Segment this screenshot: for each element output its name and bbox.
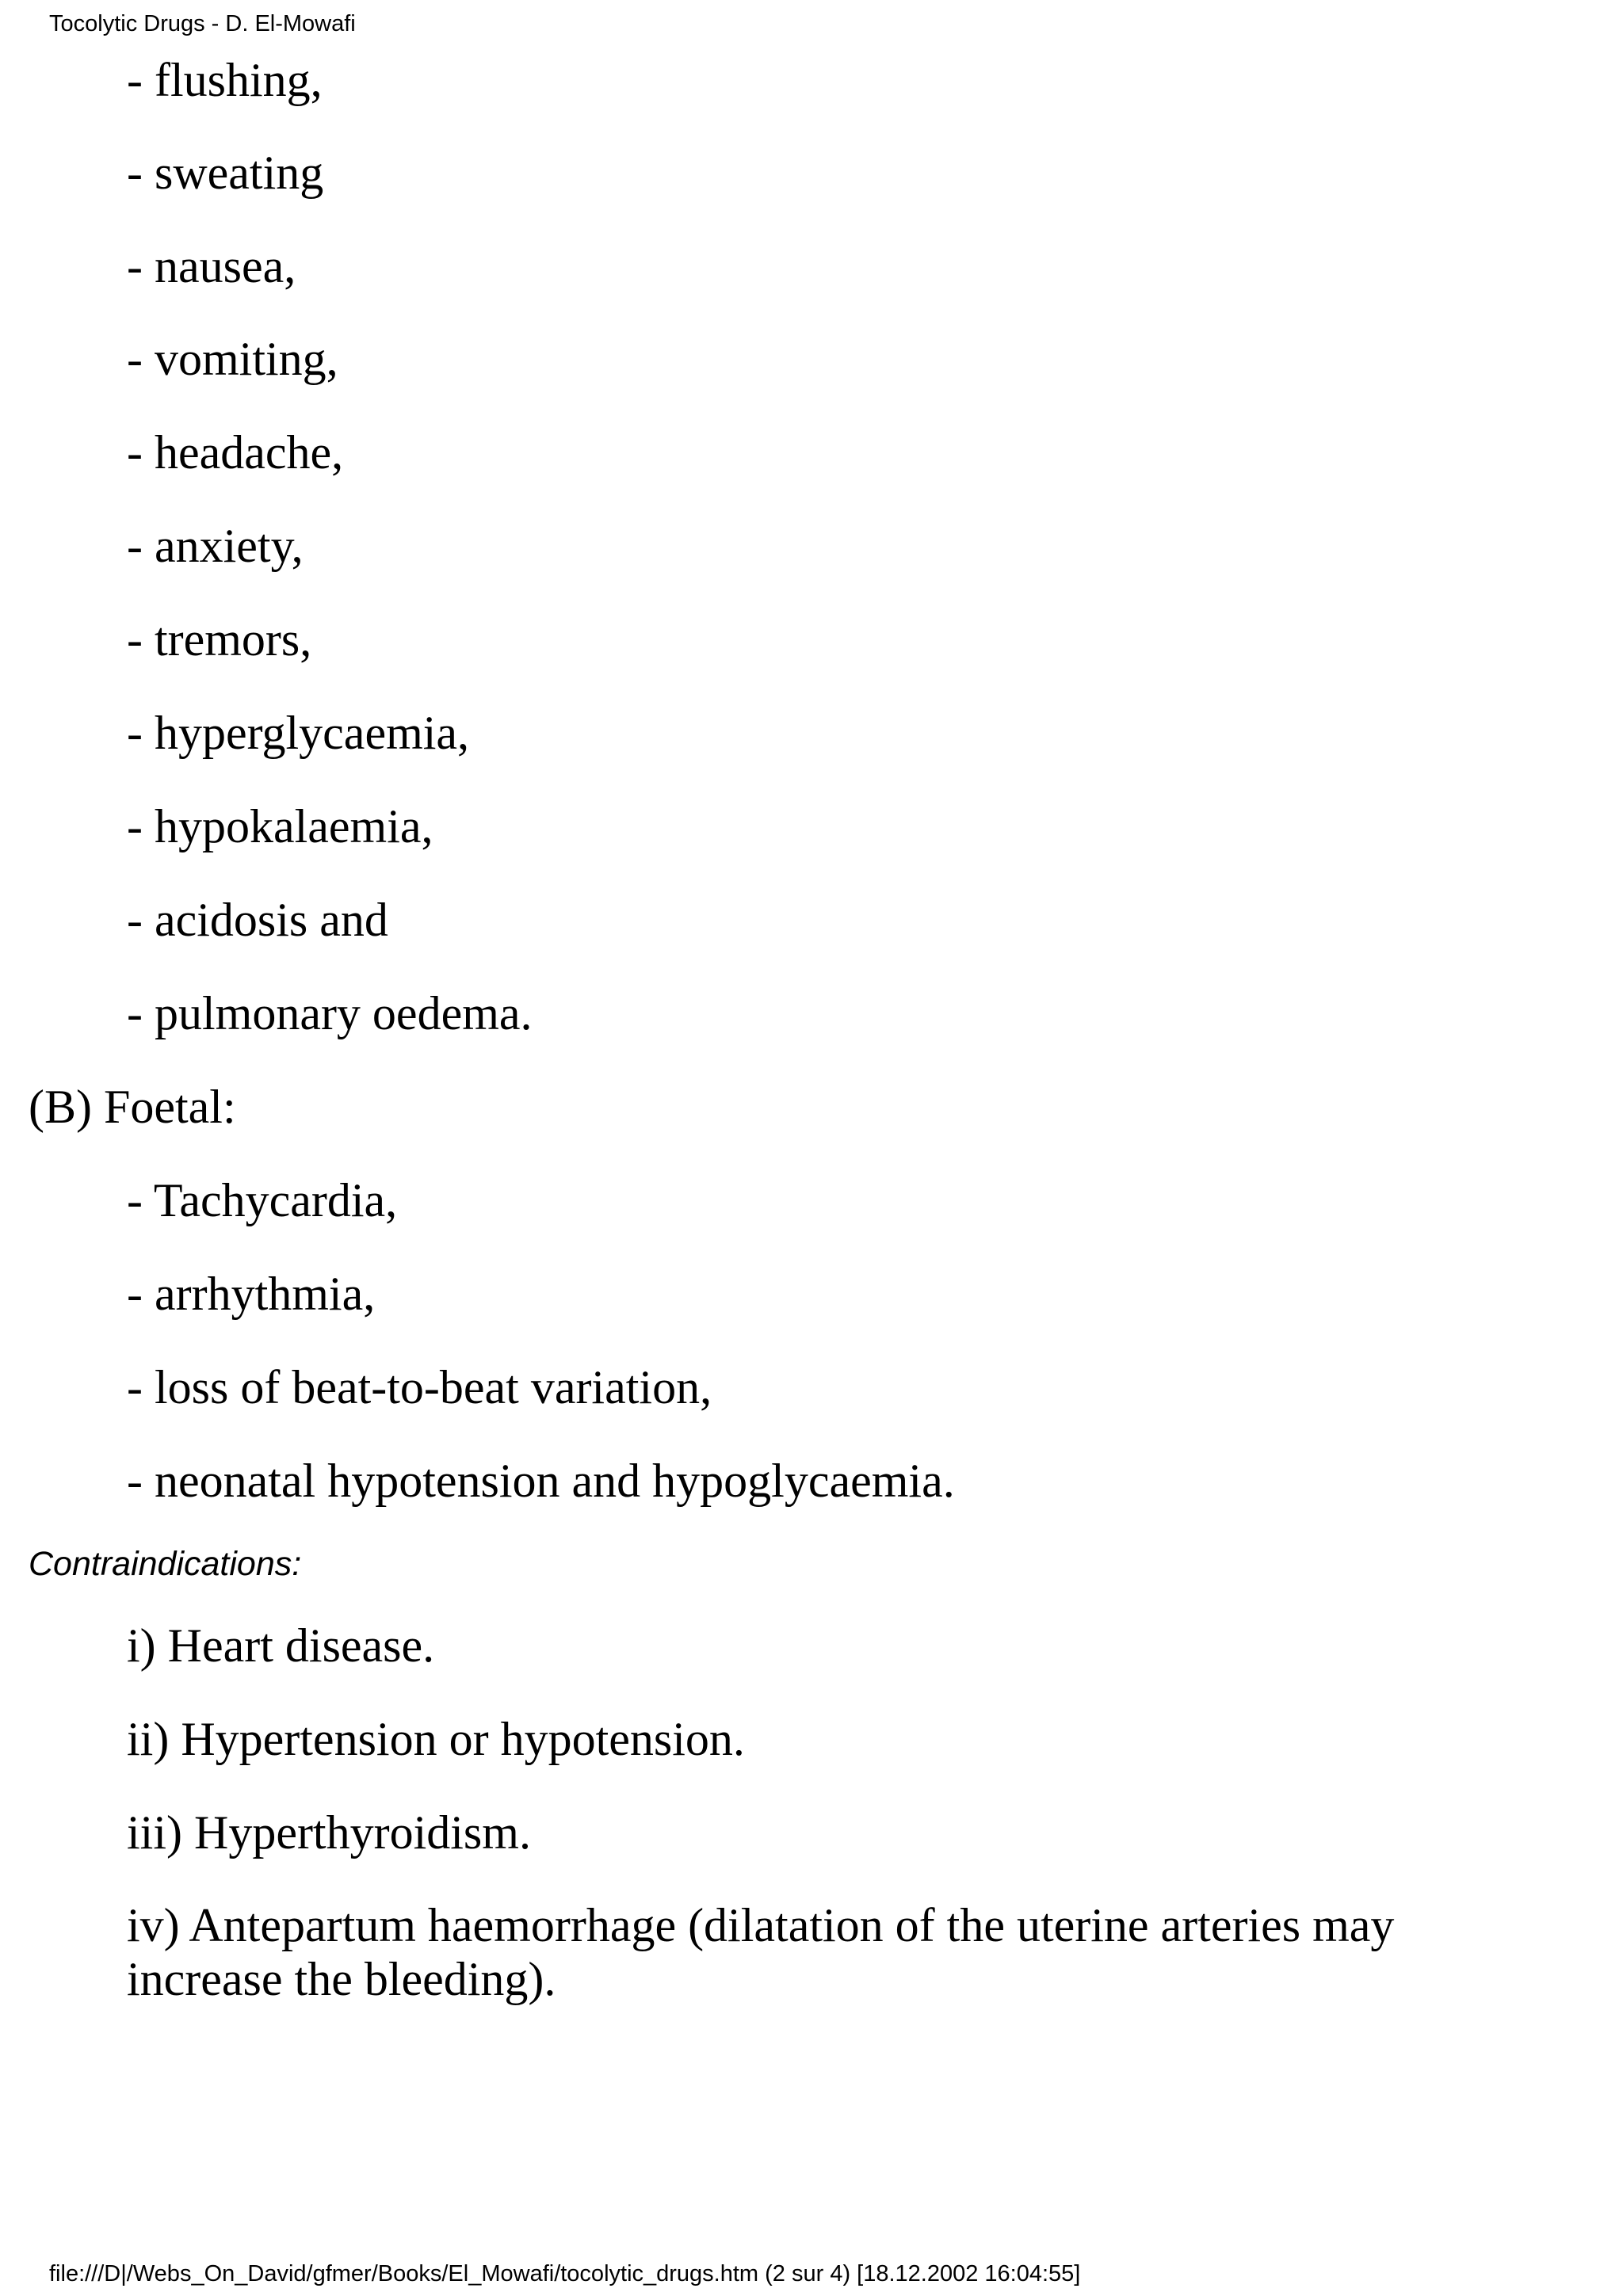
foetal-section-heading: (B) Foetal: <box>29 1081 236 1133</box>
contraindication-item: iii) Hyperthyroidism. <box>127 1806 531 1859</box>
contraindication-item: iv) Antepartum haemorrhage (dilatation of the uterine arteries may increase the bleeding). <box>127 1899 1395 2005</box>
maternal-effect-item: - tremors, <box>127 613 312 666</box>
contraindication-item: ii) Hypertension or hypotension. <box>127 1713 745 1765</box>
foetal-effect-item: - neonatal hypotension and hypoglycaemia. <box>127 1455 955 1507</box>
maternal-effect-item: - pulmonary oedema. <box>127 987 533 1039</box>
foetal-effect-item: - arrhythmia, <box>127 1268 376 1320</box>
contraindication-item: i) Heart disease. <box>127 1619 435 1672</box>
maternal-effect-item: - anxiety, <box>127 520 304 572</box>
maternal-effect-item: - flushing, <box>127 54 323 106</box>
foetal-effect-item: - loss of beat-to-beat variation, <box>127 1361 712 1413</box>
page-footer-path: file:///D|/Webs_On_David/gfmer/Books/El_Mowafi/tocolytic_drugs.htm (2 sur 4) [18.12.2002 16:04:55] <box>49 2261 1081 2286</box>
page-header-title: Tocolytic Drugs - D. El-Mowafi <box>49 11 356 36</box>
maternal-effect-item: - headache, <box>127 426 344 479</box>
maternal-effect-item: - hypokalaemia, <box>127 800 433 852</box>
maternal-effect-item: - hyperglycaemia, <box>127 707 470 759</box>
maternal-effect-item: - nausea, <box>127 240 296 292</box>
contraindications-heading: Contraindications: <box>29 1545 302 1583</box>
maternal-effect-item: - acidosis and <box>127 894 388 946</box>
foetal-effect-item: - Tachycardia, <box>127 1174 398 1226</box>
maternal-effect-item: - vomiting, <box>127 333 338 385</box>
maternal-effect-item: - sweating <box>127 147 324 199</box>
